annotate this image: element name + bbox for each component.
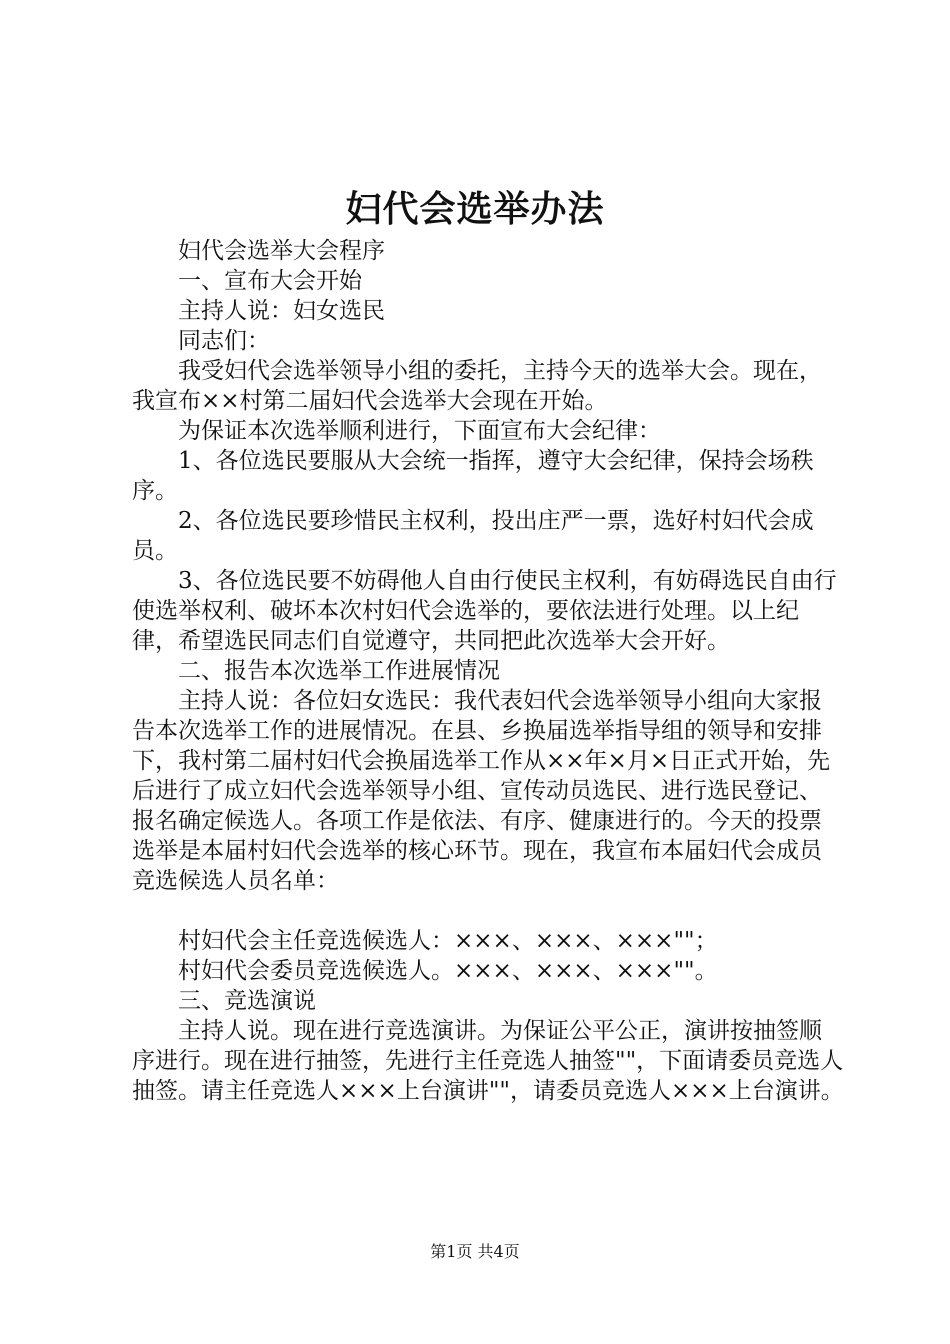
page-footer: 第1页 共4页	[430, 1242, 520, 1261]
paragraph-section-3: 三、竞选演说	[178, 988, 316, 1014]
paragraph-program-heading: 妇代会选举大会程序	[178, 238, 385, 264]
paragraph-director-candidates: 村妇代会主任竞选候选人：×××、×××、×××""；	[178, 928, 718, 954]
paragraph-host-intro: 主持人说：妇女选民	[178, 298, 385, 324]
paragraph-rule-3: 3、各位选民要不妨碍他人自由行使民主权利，有妨碍选民自由行使选举权利、破坏本次村妇代会选举的，要依法进行处理。以上纪律，希望选民同志们自觉遵守，共同把此次选举大会开好。	[132, 568, 837, 654]
paragraph-rule-2: 2、各位选民要珍惜民主权利，投出庄严一票，选好村妇代会成员。	[132, 508, 814, 564]
document-title: 妇代会选举办法	[345, 188, 605, 230]
paragraph-member-candidates: 村妇代会委员竞选候选人。×××、×××、×××""。	[178, 958, 718, 984]
paragraph-speech: 主持人说。现在进行竞选演讲。为保证公平公正，演讲按抽签顺序进行。现在进行抽签，先进行主任竞选人抽签""，下面请委员竞选人抽签。请主任竞选人×××上台演讲""，请委员竞选人×××上台演讲。	[132, 1018, 844, 1104]
paragraph-greeting: 同志们：	[178, 328, 270, 354]
paragraph-section-2: 二、报告本次选举工作进展情况	[178, 658, 500, 684]
paragraph-report: 主持人说：各位妇女选民：我代表妇代会选举领导小组向大家报告本次选举工作的进展情况。在县、乡换届选举指导组的领导和安排下，我村第二届村妇代会换届选举工作从××年×月×日正式开始，先后进行了成立妇代会选举领导小组、宣传动员选民、进行选民登记、报名确定候选人。各项工作是依法、有序、健康进行的。今天的投票选举是本届村妇代会选举的核心环节。现在，我宣布本届妇代会成员竞选候选人员名单：	[132, 688, 831, 894]
paragraph-opening: 我受妇代会选举领导小组的委托，主持今天的选举大会。现在，我宣布××村第二届妇代会选举大会现在开始。	[132, 358, 822, 414]
paragraph-section-1: 一、宣布大会开始	[178, 268, 362, 294]
document-body	[132, 236, 844, 1106]
paragraph-rule-1: 1、各位选民要服从大会统一指挥，遵守大会纪律，保持会场秩序。	[132, 448, 814, 504]
blank-line	[132, 896, 844, 926]
paragraph-discipline-intro: 为保证本次选举顺利进行，下面宣布大会纪律：	[178, 418, 661, 444]
